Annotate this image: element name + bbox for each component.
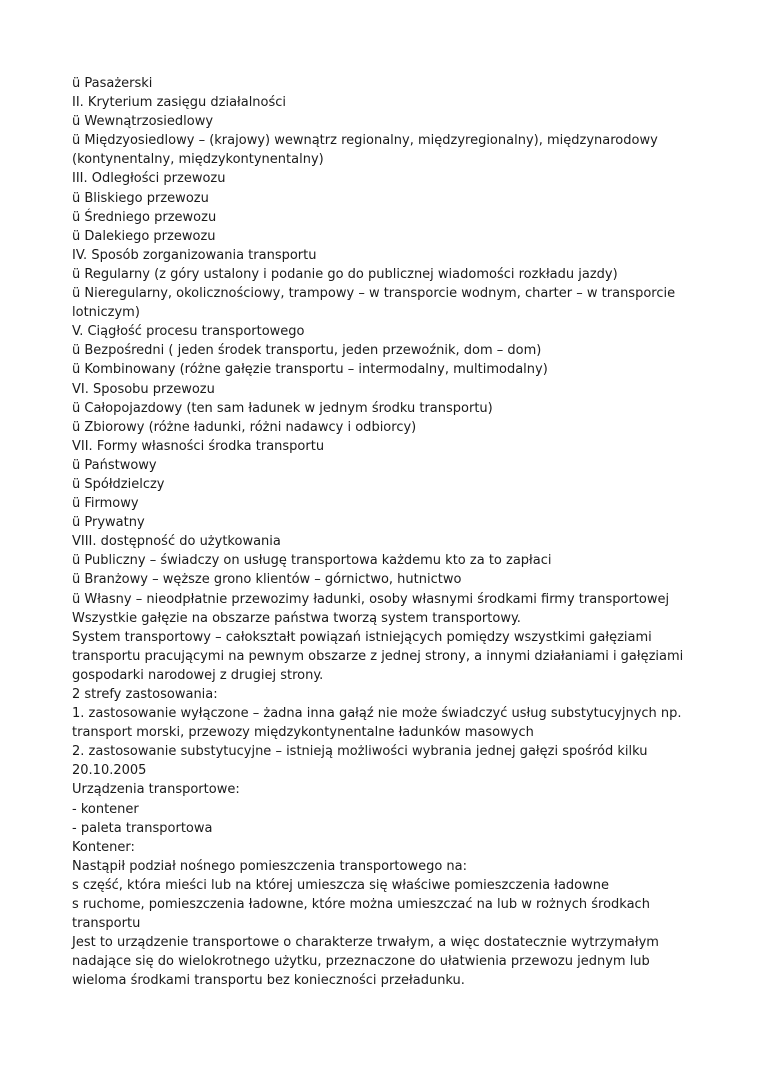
text-line: ü Pasażerski [72, 76, 153, 91]
text-line: ü Dalekiego przewozu [72, 228, 216, 244]
text-line: ü Kombinowany (różne gałęzie transportu – intermodalny, multimodalny) [72, 362, 548, 378]
text-line: (kontynentalny, międzykontynentalny) [72, 152, 324, 168]
text-line: ü Wewnątrzosiedlowy [72, 114, 214, 130]
text-line: VI. Sposobu przewozu [72, 381, 215, 397]
text-line: V. Ciągłość procesu transportowego [72, 324, 305, 340]
text-line: transport morski, przewozy międzykontynentalne ładunków masowych [72, 725, 534, 741]
text-line: ü Prywatny [72, 515, 145, 531]
text-line: Urządzenia transportowe: [72, 782, 240, 798]
text-line: Nastąpił podział nośnego pomieszczenia transportowego na: [72, 858, 468, 874]
text-line: System transportowy – całokształt powiązań istniejących pomiędzy wszystkimi gałęziami [72, 629, 652, 645]
text-line: Wszystkie gałęzie na obszarze państwa tworzą system transportowy. [72, 610, 521, 626]
text-line: ü Państwowy [72, 457, 157, 473]
text-line: s część, która mieści lub na której umieszcza się właściwe pomieszczenia ładowne [72, 877, 609, 893]
text-line: gospodarki narodowej z drugiej strony. [72, 667, 324, 683]
text-line: 1. zastosowanie wyłączone – żadna inna gałąź nie może świadczyć usług substytucyjnych np. [72, 706, 682, 722]
text-line: ü Spółdzielczy [72, 476, 165, 492]
text-line: lotniczym) [72, 305, 140, 321]
text-line: Jest to urządzenie transportowe o charakterze trwałym, a więc dostatecznie wytrzymałym [72, 935, 659, 951]
text-line: ü Zbiorowy (różne ładunki, różni nadawcy i odbiorcy) [72, 419, 417, 435]
text-line: ü Nieregularny, okolicznościowy, trampowy – w transporcie wodnym, charter – w transporcie [72, 286, 676, 302]
text-line: II. Kryterium zasięgu działalności [72, 95, 287, 111]
text-line: Kontener: [72, 839, 135, 855]
text-line: ü Bezpośredni ( jeden środek transportu, jeden przewoźnik, dom – dom) [72, 343, 542, 359]
text-line: wieloma środkami transportu bez konieczności przeładunku. [72, 973, 465, 989]
text-line: ü Średniego przewozu [72, 209, 217, 225]
text-line: ü Publiczny – świadczy on usługę transportowa każdemu kto za to zapłaci [72, 553, 552, 569]
text-line: III. Odległości przewozu [72, 171, 226, 187]
text-line: ü Branżowy – węższe grono klientów – górnictwo, hutnictwo [72, 572, 462, 588]
text-line: ü Międzyosiedlowy – (krajowy) wewnątrz regionalny, międzyregionalny), międzynarodowy [72, 133, 658, 149]
text-line: ü Firmowy [72, 496, 139, 512]
text-line: s ruchome, pomieszczenia ładowne, które można umieszczać na lub w rożnych środkach [72, 897, 650, 913]
text-line: - paleta transportowa [72, 820, 213, 836]
text-line: 20.10.2005 [72, 763, 147, 779]
text-line: VIII. dostępność do użytkowania [72, 534, 281, 550]
text-line: transportu pracującymi na pewnym obszarze z jednej strony, a innymi działaniami i gałęziami [72, 648, 684, 664]
text-line: - kontener [72, 801, 139, 817]
text-line: ü Całopojazdowy (ten sam ładunek w jednym środku transportu) [72, 400, 493, 416]
text-line: VII. Formy własności środka transportu [72, 438, 325, 454]
document-page [72, 74, 692, 991]
text-line: ü Regularny (z góry ustalony i podanie go do publicznej wiadomości rozkładu jazdy) [72, 266, 618, 282]
text-line: 2 strefy zastosowania: [72, 687, 218, 702]
text-line: ü Własny – nieodpłatnie przewozimy ładunki, osoby własnymi środkami firmy transportowej [72, 591, 670, 607]
text-line: 2. zastosowanie substytucyjne – istnieją możliwości wybrania jednej gałęzi spośród kilku [72, 744, 648, 760]
text-line: ü Bliskiego przewozu [72, 190, 209, 206]
text-line: nadające się do wielokrotnego użytku, przeznaczone do ułatwienia przewozu jednym lub [72, 954, 650, 970]
text-line: transportu [72, 916, 141, 932]
text-line: IV. Sposób zorganizowania transportu [72, 247, 317, 263]
